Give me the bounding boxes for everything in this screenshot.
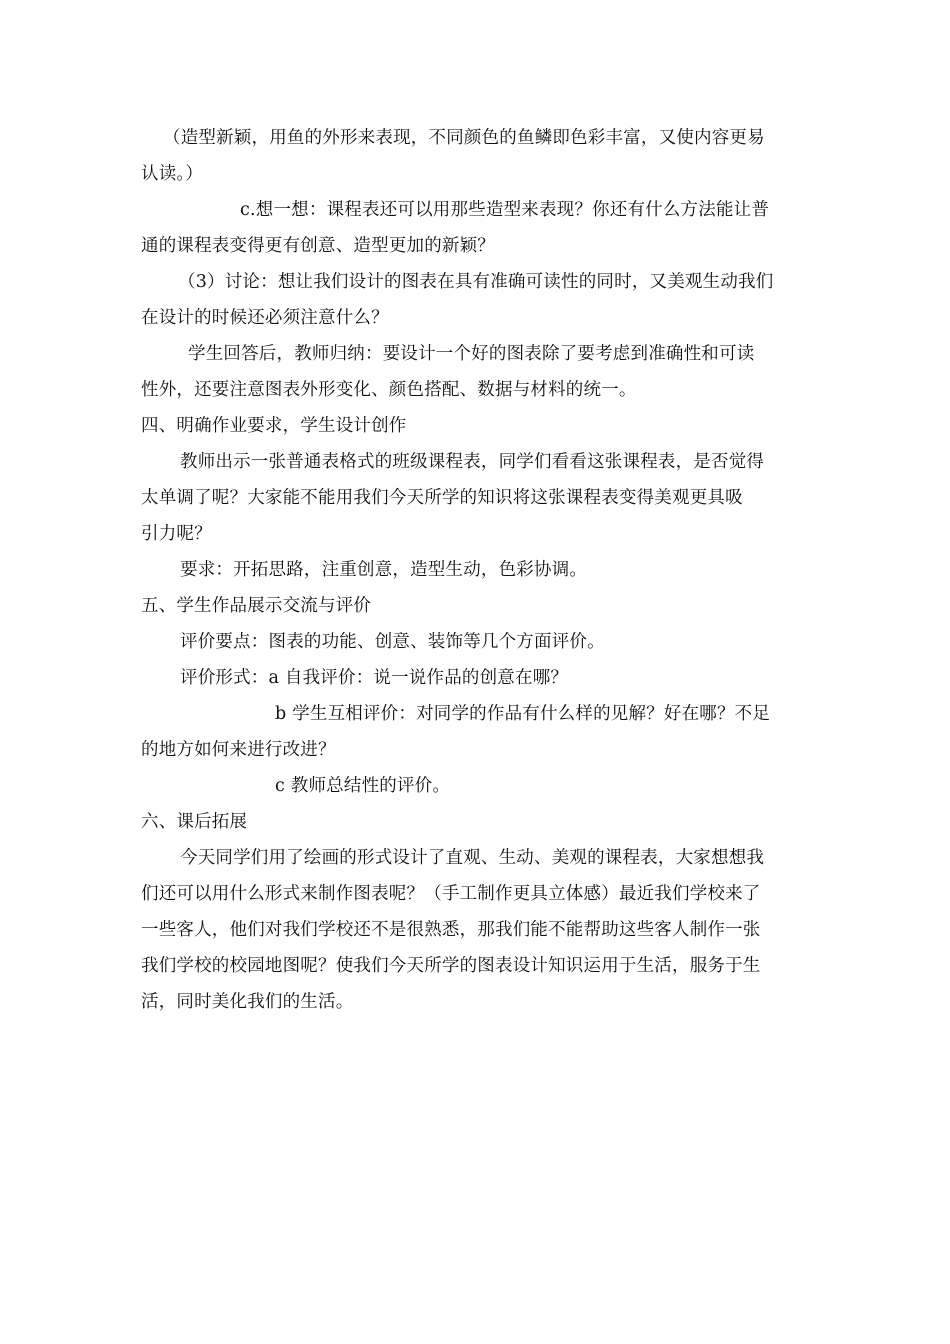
item-c-think-cont: 通的课程表变得更有创意、造型更加的新颖？ <box>141 236 495 256</box>
paragraph-evaluation-points: 评价要点：图表的功能、创意、装饰等几个方面评价。 <box>180 632 605 652</box>
paragraph-extension-cont-1: 们还可以用什么形式来制作图表呢？（手工制作更具立体感）最近我们学校来了 <box>141 884 761 904</box>
paragraph-extension-cont-2: 一些客人，他们对我们学校还不是很熟悉，那我们能不能帮助这些客人制作一张 <box>141 920 761 940</box>
section-heading-six: 六、课后拓展 <box>141 812 248 832</box>
paragraph-timetable-task: 教师出示一张普通表格式的班级课程表，同学们看看这张课程表，是否觉得 <box>180 452 765 472</box>
item-3-discussion-cont: 在设计的时候还必须注意什么？ <box>141 308 389 328</box>
paragraph-teacher-summary-cont: 性外，还要注意图表外形变化、颜色搭配、数据与材料的统一。 <box>141 380 637 400</box>
item-3-discussion: （3）讨论：想让我们设计的图表在具有准确可读性的同时，又美观生动我们 <box>178 272 774 292</box>
paragraph-requirements: 要求：开拓思路，注重创意，造型生动，色彩协调。 <box>180 560 588 580</box>
paragraph-timetable-task-cont-1: 太单调了呢？大家能不能用我们今天所学的知识将这张课程表变得美观更具吸 <box>141 488 743 508</box>
paragraph-extension-cont-4: 活，同时美化我们的生活。 <box>141 992 354 1012</box>
section-heading-four: 四、明确作业要求，学生设计创作 <box>141 416 407 436</box>
section-heading-five: 五、学生作品展示交流与评价 <box>141 596 372 616</box>
item-c-think: c.想一想：课程表还可以用那些造型来表现？你还有什么方法能让普 <box>240 200 770 220</box>
paragraph-extension-cont-3: 我们学校的校园地图呢？使我们今天所学的图表设计知识运用于生活，服务于生 <box>141 956 761 976</box>
item-b-peer-review-cont: 的地方如何来进行改进？ <box>141 740 336 760</box>
paragraph-teacher-summary: 学生回答后，教师归纳：要设计一个好的图表除了要考虑到准确性和可读 <box>188 344 755 364</box>
paragraph-timetable-task-cont-2: 引力呢？ <box>141 524 212 544</box>
paragraph-fish-shape-note: （造型新颖，用鱼的外形来表现，不同颜色的鱼鳞即色彩丰富，又使内容更易 <box>163 128 765 148</box>
paragraph-fish-shape-note-cont: 认读。） <box>141 164 204 184</box>
paragraph-evaluation-forms: 评价形式：a 自我评价：说一说作品的创意在哪？ <box>180 668 569 688</box>
item-b-peer-review: b 学生互相评价：对同学的作品有什么样的见解？好在哪？不足 <box>275 704 771 724</box>
paragraph-extension: 今天同学们用了绘画的形式设计了直观、生动、美观的课程表，大家想想我 <box>180 848 765 868</box>
item-c-teacher-review: c 教师总结性的评价。 <box>275 776 451 796</box>
